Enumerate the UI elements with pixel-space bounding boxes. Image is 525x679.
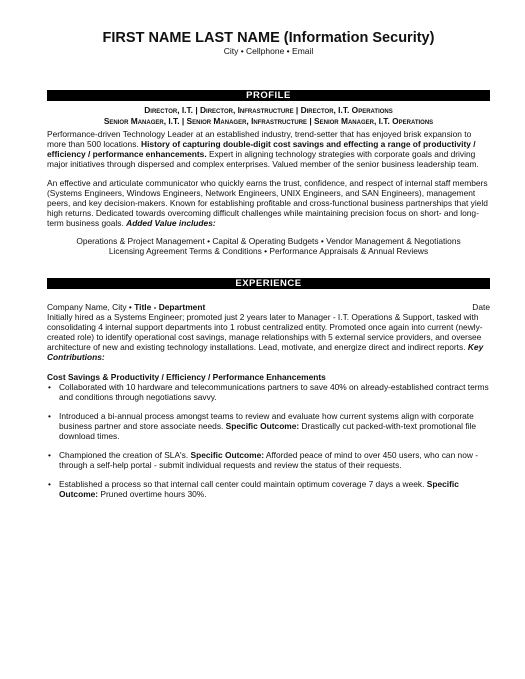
profile-heading: PROFILE xyxy=(47,90,490,101)
job-summary xyxy=(47,312,490,362)
list-item: • Introduced a bi-annual process amongst teams to review and evaluate how current systems align with corporate business partner and store associate needs. Specific Outcome: Drastically cut packed-with-text promotional file download times. xyxy=(48,411,477,441)
job-header xyxy=(47,302,490,312)
job-date: Date xyxy=(472,302,490,312)
key-contributions-label: Key Contributions: xyxy=(47,342,484,362)
job-summary-text: Initially hired as a Systems Engineer; promoted just 2 years later to Manager - I.T. Operations & Support, tasked with consolidating 4 internal support departments into 1 robust centralized entity. Promoted once again into current (newly-created role) to identify operational cost savings, manage relationships with 5 external service providers, and oversee architecture of new and existing technology installations. Lead, motivate, and energize direct and indirect reports. xyxy=(47,312,483,352)
profile-para2-text-a: An effective and articulate communicator who quickly earns the trust, confidence, and respect of internal staff members (Systems Engineers, Windows Engineers, Network Engineers, UNIX Engineers, and SAN Engineers), management peers, and key decision-makers. Known for establishing profitable and cross-functional business partnerships that yield high returns. Dedicated towards overcoming difficult challenges while maintaining precision focus on short- and long-term business goals. xyxy=(47,178,488,228)
profile-para1-text-c: Expert in aligning technology strategies with corporate goals and driving major initiatives through dispersed and complex enterprises. Valued member of the senior business leadership team. xyxy=(47,149,479,169)
target-titles-line-1: Director, I.T. | Director, Infrastructure | Director, I.T. Operations xyxy=(144,105,393,115)
profile-paragraph-2 xyxy=(47,178,490,228)
contact-line: City • Cellphone • Email xyxy=(223,46,314,56)
job-title: Title - Department xyxy=(134,302,206,312)
list-item: • Championed the creation of SLA's. Specific Outcome: Afforded peace of mind to over 450 users, who can now - through a self-help portal - submit individual requests and review the status of their requests. xyxy=(48,450,479,470)
bullet-icon: • xyxy=(48,479,51,489)
outcome-label: Specific Outcome: xyxy=(225,421,300,431)
skills-line-1: Operations & Project Management • Capital & Operating Budgets • Vendor Management & Negotiations xyxy=(76,236,461,246)
contributions-list xyxy=(47,382,490,499)
skills-line-2: Licensing Agreement Terms & Conditions • Performance Appraisals & Annual Reviews xyxy=(108,246,429,256)
profile-paragraph-1 xyxy=(47,129,490,169)
contributions-subheading: Cost Savings & Productivity / Efficiency / Performance Enhancements xyxy=(47,372,326,382)
experience-heading: EXPERIENCE xyxy=(47,278,490,289)
profile-para1-highlight: History of capturing double-digit cost savings and effecting a range of productivity / efficiency / performance enhancements. xyxy=(47,139,476,159)
list-item: • Collaborated with 10 hardware and telecommunications partners to save 40% on already-established contract terms and conditions through negotiations savvy. xyxy=(48,382,489,402)
bullet-icon: • xyxy=(48,382,51,392)
list-item: • Established a process so that internal call center could maintain optimum coverage 7 days a week. Specific Outcome: Pruned overtime hours 30%. xyxy=(48,479,459,499)
added-value-label: Added Value includes: xyxy=(126,218,216,228)
target-titles-line-2: Senior Manager, I.T. | Senior Manager, Infrastructure | Senior Manager, I.T. Operations xyxy=(103,116,434,126)
target-titles xyxy=(47,105,490,127)
bullet-icon: • xyxy=(48,450,51,460)
resume-page xyxy=(47,30,490,499)
outcome-label: Specific Outcome: xyxy=(190,450,265,460)
job-company-title xyxy=(47,302,205,312)
profile-para1-text-a: Performance-driven Technology Leader at an established industry, trend-setter that has enjoyed brisk expansion to more than 500 locations. xyxy=(47,129,472,149)
bullet-icon: • xyxy=(48,411,51,421)
candidate-name: FIRST NAME LAST NAME (Information Security) xyxy=(102,30,435,46)
outcome-label: Specific Outcome: xyxy=(59,479,459,499)
skills-list xyxy=(47,236,490,256)
job-company: Company Name, City • xyxy=(47,302,135,312)
